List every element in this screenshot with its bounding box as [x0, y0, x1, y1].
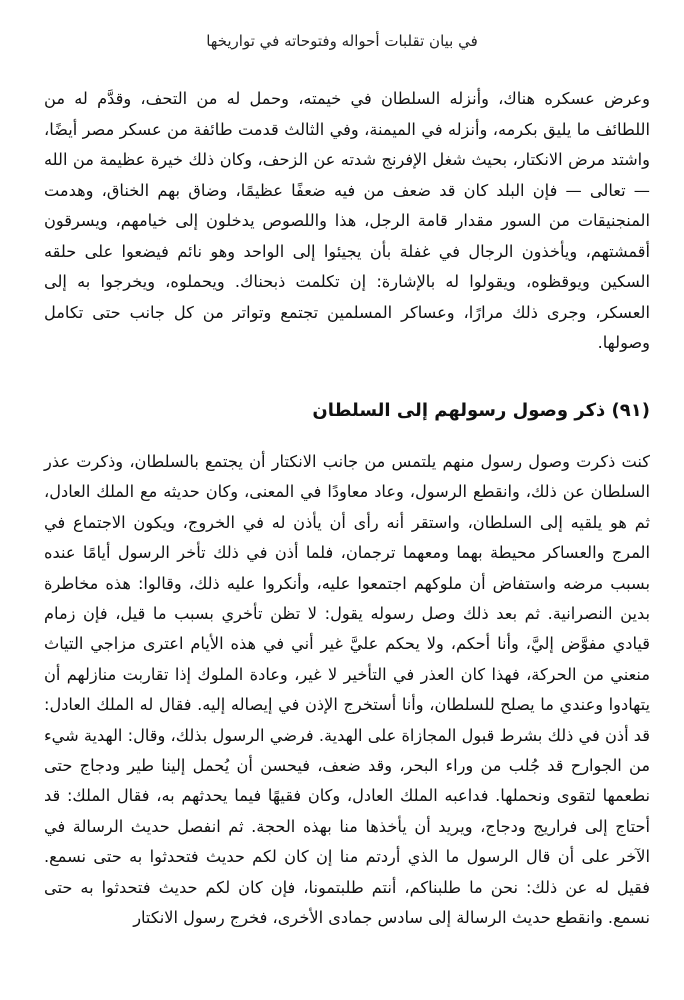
body-paragraph-2: كنت ذكرت وصول رسول منهم يلتمس من جانب الانكتار أن يجتمع بالسلطان، وذكرت عذر السلطان عن ذلك، وانقطع الرسول، وعاد معاودًا في المعنى، وكان حديثه مع الملك العادل، ثم هو يلقيه إلى السلطان، واستقر أنه رأى أن يأذن له في الخروج، ويكون الاجتماع في المرج والعساكر محيطة بهما ومعهما ترجمان، فلما أذن في ذلك تأخر الرسول أيامًا عنده بسبب مرضه واستفاض أن ملوكهم اجتمعوا عليه، وأنكروا عليه ذلك، وقالوا: هذه مخاطرة بدين النصرانية. ثم بعد ذلك وصل رسوله يقول: لا تظن تأخري بسبب ما قيل، فإن زمام قيادي مفوَّض إليَّ، وأنا أحكم، ولا يحكم عليَّ غير أني في هذه الأيام اعترى مزاجي التياث منعني من الحركة، فهذا كان العذر في التأخير لا غير، وعادة الملوك إذا تقاربت منازلهم أن يتهادوا وعندي ما يصلح للسلطان، وأنا أستخرج الإذن في إيصاله إليه. فقال له الملك العادل: قد أذن في ذلك بشرط قبول المجازاة على الهدية. فرضي الرسول بذلك، وقال: الهدية شيء من الجوارح قد جُلب من وراء البحر، وقد ضعف، فيحسن أن يُحمل إلينا طير ودجاج حتى نطعمها لتقوى ونحملها. فداعبه الملك العادل، وكان فقيهًا فيما يحدثهم به، فقال الملك: قد أحتاج إلى فراريج ودجاج، ويريد أن يأخذها منا بهذه الحجة. ثم انفصل حديث الرسالة في الآخر على أن قال الرسول ما الذي أردتم منا إن كان لكم حديث فتحدثوا به حتى نسمع. فقيل له عن ذلك: نحن ما طلبناكم، أنتم طلبتمونا، فإن كان لكم حديث فتحدثوا به حتى نسمع. وانقطع حديث الرسالة إلى سادس جمادى الأخرى، فخرج رسول الانكتار [44, 452, 650, 928]
section-heading: (٩١) ذكر وصول رسولهم إلى السلطان [312, 400, 650, 421]
body-paragraph-1: وعرض عسكره هناك، وأنزله السلطان في خيمته، وحمل له من التحف، وقدَّم له من اللطائف ما يليق بكرمه، وأنزله في الميمنة، وفي الثالث قدمت طائفة من عسكر مصر أيضًا، واشتد مرض الانكتار، بحيث شغل الإفرنج شدته عن الزحف، وكان ذلك خيرة عظيمة من الله — تعالى — فإن البلد كان قد ضعف من فيه ضعفًا عظيمًا، وضاق بهم الخناق، وهدمت المنجنيقات من السور مقدار قامة الرجل، هذا واللصوص يدخلون إلى خيامهم، ويسرقون أقمشتهم، ويأخذون الرجال في غفلة بأن يجيئوا إلى الواحد وهو نائم فيضعوا على حلقه السكين ويوقظوه، ويقولوا له بالإشارة: إن تكلمت ذبحناك. ويحملوه، ويخرجوا به إلى العسكر، وجرى ذلك مرارًا، وعساكر المسلمين تجتمع وتواتر من كل جانب حتى تكامل وصولها. [44, 89, 650, 352]
running-header: في بيان تقلبات أحواله وفتوحاته في تواريخها [206, 32, 478, 50]
